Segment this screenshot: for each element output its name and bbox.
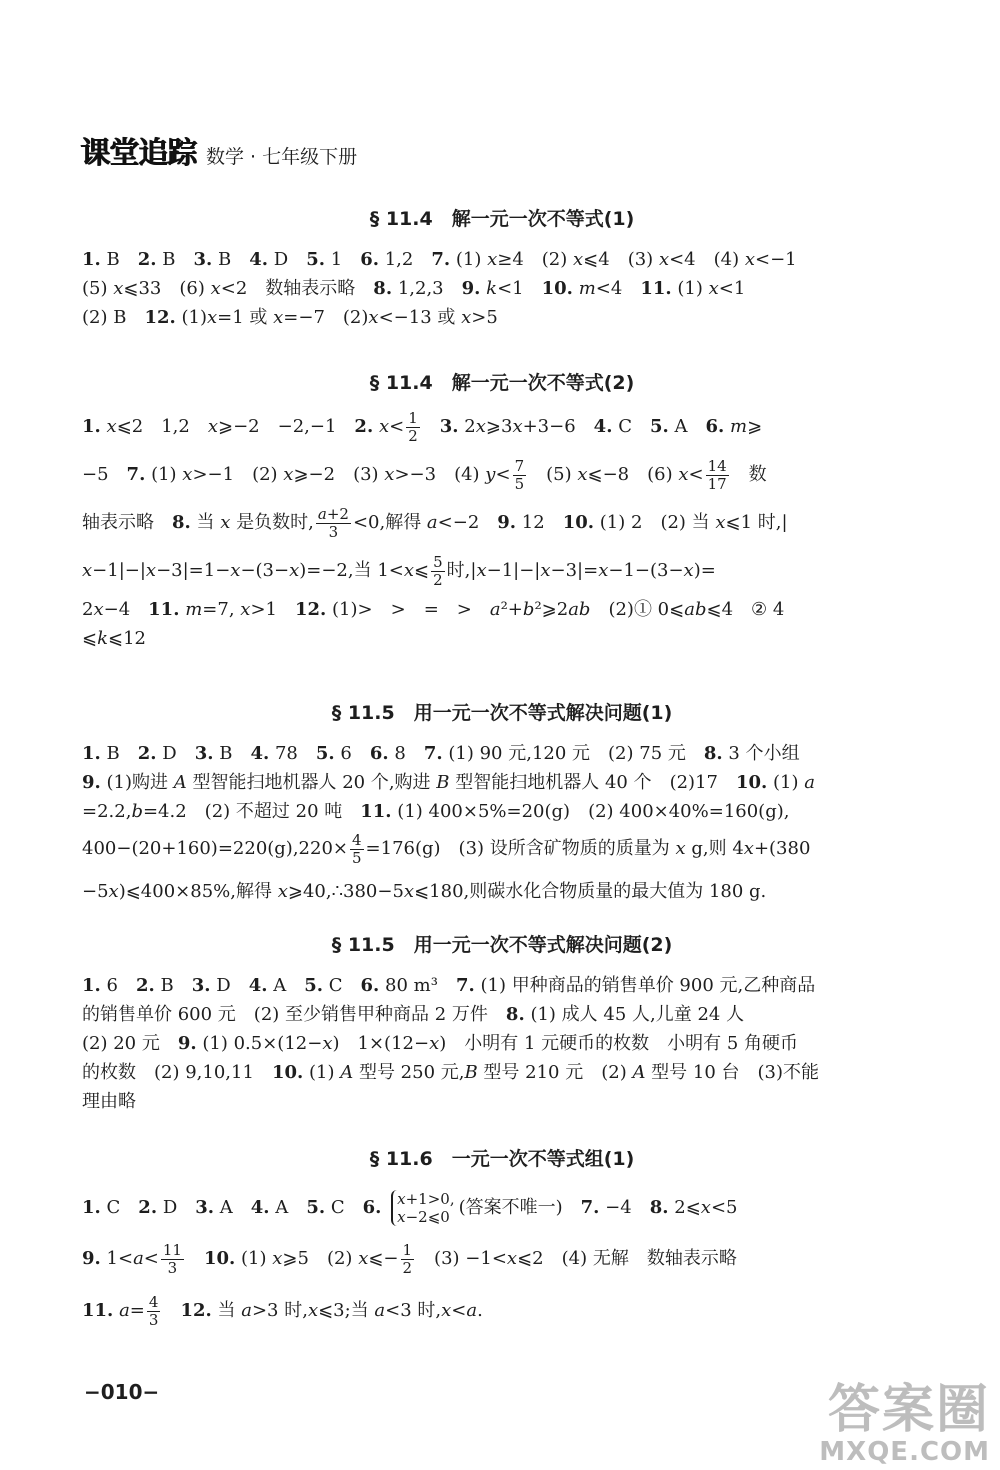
section-11-5-2: [82, 930, 922, 1116]
watermark-main: 答案圈: [827, 1380, 990, 1440]
answer-line: 1. B 2. D 3. B 4. 78 5. 6 6. 8 7. (1) 90 元,120 元 (2) 75 元 8. 3 个小组: [82, 743, 800, 764]
book-subtitle: 数学 · 七年级下册: [206, 146, 358, 168]
section-title: § 11.6 一元一次不等式组(1): [369, 1148, 635, 1170]
answer-line: 400−(20+160)=220(g),220× $\frac{4}{5}$ =176(g) (3) 设所含矿物质的质量为 x g,则 4x+(380: [82, 830, 811, 867]
book-header: [80, 128, 357, 172]
answer-line: 理由略: [82, 1091, 136, 1112]
watermark-logo: [819, 1382, 990, 1466]
section-title: § 11.5 用一元一次不等式解决问题(1): [331, 702, 673, 724]
answer-line: x−1|−|x−3|=1−x−(3−x)=−2,当 1<x⩽ $\frac{5}{2}$ 时,|x−1|−|x−3|=x−1−(3−x)=: [82, 552, 716, 589]
answer-line: −5x)⩽400×85%,解得 x⩾40,∴380−5x⩽180,则碳水化合物质量的最大值为 180 g.: [82, 881, 767, 902]
answer-block: [82, 403, 922, 653]
answer-line: 11. a= $\frac{4}{3}$ 12. 当 a>3 时,x⩽3;当 a<3 时,x<a.: [82, 1292, 483, 1329]
answer-line: (2) 20 元 9. (1) 0.5×(12−x) 1×(12−x) 小明有 1 元硬币的枚数 小明有 5 角硬币: [82, 1033, 799, 1054]
answer-line: ⩽k⩽12: [82, 628, 147, 649]
answer-line: 2x−4 11. m=7, x>1 12. (1)> > = > a²+b²⩾2ab (2)① 0⩽ab⩽4 ② 4: [82, 599, 785, 620]
answer-block: [82, 971, 922, 1116]
book-brand: 课堂追踪: [80, 136, 196, 171]
section-11-4-1: [82, 204, 922, 332]
section-title: § 11.5 用一元一次不等式解决问题(2): [331, 934, 673, 956]
section-title: § 11.4 解一元一次不等式(1): [369, 208, 635, 230]
page-number: −010−: [84, 1380, 160, 1404]
answer-line: (5) x⩽33 (6) x<2 数轴表示略 8. 1,2,3 9. k<1 10. m<4 11. (1) x<1: [82, 278, 746, 299]
answer-line: 的销售单价 600 元 (2) 至少销售甲种商品 2 万件 8. (1) 成人 45 人,儿童 24 人: [82, 1004, 745, 1025]
answer-line: 1. x⩽2 1,2 x⩾−2 −2,−1 2. x< $\frac{1}{2}$ 3. 2x⩾3x+3−6 4. C 5. A 6. m⩾: [82, 408, 763, 445]
section-11-6-1: [82, 1144, 922, 1337]
answer-line: 1. B 2. B 3. B 4. D 5. 1 6. 1,2 7. (1) x≥4 (2) x⩽4 (3) x<4 (4) x<−1: [82, 249, 797, 270]
section-title: § 11.4 解一元一次不等式(2): [369, 372, 635, 394]
answer-line: 9. (1)购进 A 型智能扫地机器人 20 个,购进 B 型智能扫地机器人 40 个 (2)17 10. (1) a: [82, 772, 815, 793]
answer-line: =2.2,b=4.2 (2) 不超过 20 吨 11. (1) 400×5%=20(g) (2) 400×40%=160(g),: [82, 801, 790, 822]
section-11-5-1: [82, 698, 922, 912]
answer-block: [82, 739, 922, 912]
answer-line: 轴表示略 8. 当 x 是负数时, $\frac{a+2}{3}$ <0,解得 a<−2 9. 12 10. (1) 2 (2) 当 x⩽1 时,|: [82, 504, 788, 541]
answer-line: 1. C 2. D 3. A 4. A 5. C 6. x+1>0, x−2⩽0 (答案不唯一) 7. −4 8. 2⩽x<5: [82, 1190, 738, 1226]
answer-line: (2) B 12. (1)x=1 或 x=−7 (2)x<−13 或 x>5: [82, 307, 498, 328]
watermark-url: MXQE.COM: [819, 1437, 990, 1467]
answer-block: [82, 245, 922, 332]
answer-line: −5 7. (1) x>−1 (2) x⩾−2 (3) x>−3 (4) y< $\frac{7}{5}$ (5) x⩽−8 (6) x< $\frac{14}{17}$ 数: [82, 456, 767, 493]
answer-block: [82, 1183, 922, 1337]
answer-line: 1. 6 2. B 3. D 4. A 5. C 6. 80 m³ 7. (1) 甲种商品的销售单价 900 元,乙种商品: [82, 975, 816, 996]
answer-line: 的枚数 (2) 9,10,11 10. (1) A 型号 250 元,B 型号 210 元 (2) A 型号 10 台 (3)不能: [82, 1062, 820, 1083]
answer-line: 9. 1<a< $\frac{11}{3}$ 10. (1) x⩾5 (2) x⩽− $\frac{1}{2}$ (3) −1<x⩽2 (4) 无解 数轴表示略: [82, 1240, 737, 1277]
section-11-4-2: [82, 368, 922, 653]
